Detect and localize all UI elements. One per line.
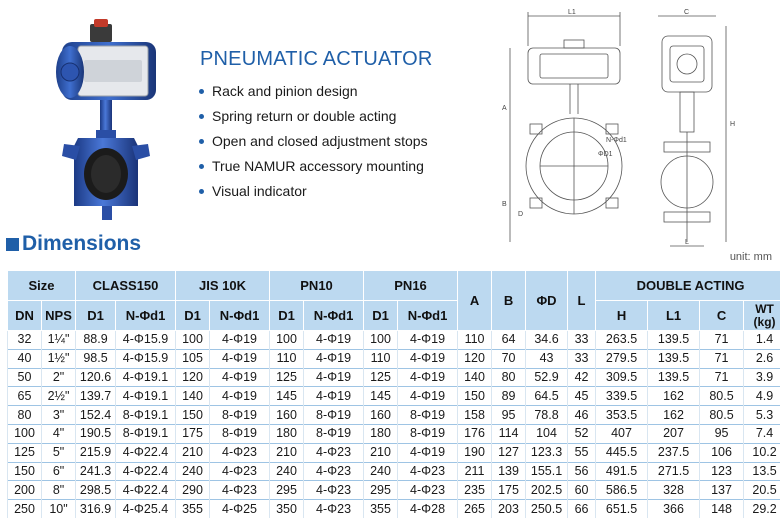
table-cell: 125	[270, 368, 304, 387]
table-cell: 3"	[42, 406, 76, 425]
table-cell: 200	[8, 481, 42, 500]
table-cell: 33	[568, 331, 596, 350]
dimensions-title: Dimensions	[22, 232, 142, 255]
table-cell: 4-Φ15.9	[116, 349, 176, 368]
table-cell: 150	[8, 462, 42, 481]
subheader-class150-nd1: N-Φd1	[116, 301, 176, 331]
subheader-pn16-d1: D1	[364, 301, 398, 331]
label-l1: L1	[568, 9, 576, 16]
header-jis10k: JIS 10K	[176, 271, 270, 301]
table-cell: 139.7	[76, 387, 116, 406]
table-cell: 203	[492, 500, 526, 518]
table-cell: 4-Φ19	[210, 331, 270, 350]
table-cell: 106	[700, 443, 744, 462]
subheader-jis-d1: D1	[176, 301, 210, 331]
table-cell: 8-Φ19	[398, 424, 458, 443]
table-cell: 1.4	[744, 331, 780, 350]
table-cell: 4-Φ19	[398, 443, 458, 462]
table-cell: 50	[8, 368, 42, 387]
label-d: D	[518, 211, 524, 218]
table-cell: 32	[8, 331, 42, 350]
table-cell: 140	[458, 368, 492, 387]
table-cell: 10.2	[744, 443, 780, 462]
table-cell: 7.4	[744, 424, 780, 443]
table-cell: 202.5	[526, 481, 568, 500]
unit-note: unit: mm	[729, 251, 772, 263]
dimensions-table-body	[8, 331, 780, 518]
table-cell: 10"	[42, 500, 76, 518]
table-cell: 80	[8, 406, 42, 425]
dimensions-heading	[6, 232, 141, 256]
table-cell: 4-Φ23	[398, 481, 458, 500]
table-cell: 80.5	[700, 406, 744, 425]
table-cell: 139.5	[648, 349, 700, 368]
table-cell: 125	[8, 443, 42, 462]
table-cell: 71	[700, 331, 744, 350]
table-cell: 4"	[42, 424, 76, 443]
table-cell: 4-Φ19	[304, 331, 364, 350]
table-cell: 8-Φ19	[398, 406, 458, 425]
subheader-dn: DN	[8, 301, 42, 331]
table-cell: 66	[568, 500, 596, 518]
table-cell: 13.5	[744, 462, 780, 481]
header-size: Size	[8, 271, 76, 301]
table-cell: 180	[270, 424, 304, 443]
table-cell: 20.5	[744, 481, 780, 500]
table-cell: 279.5	[596, 349, 648, 368]
table-cell: 34.6	[526, 331, 568, 350]
feature-list	[196, 79, 433, 204]
table-cell: 4-Φ23	[304, 443, 364, 462]
table-cell: 4-Φ19	[304, 387, 364, 406]
subheader-pn10-nd1: N-Φd1	[304, 301, 364, 331]
table-row	[8, 500, 780, 518]
table-row	[8, 387, 780, 406]
table-cell: 355	[176, 500, 210, 518]
table-cell: 298.5	[76, 481, 116, 500]
subheader-wt: WT (kg)	[744, 301, 780, 331]
feature-item: True NAMUR accessory mounting	[196, 154, 433, 179]
label-nd1: N-Φd1	[606, 137, 627, 144]
table-cell: 355	[364, 500, 398, 518]
table-cell: 4-Φ19	[210, 368, 270, 387]
table-cell: 95	[492, 406, 526, 425]
table-cell: 250	[8, 500, 42, 518]
dimensions-table	[7, 270, 780, 518]
table-cell: 2"	[42, 368, 76, 387]
subheader-h: H	[596, 301, 648, 331]
table-cell: 155.1	[526, 462, 568, 481]
heading-square-icon	[6, 238, 19, 251]
table-cell: 104	[526, 424, 568, 443]
table-cell: 5"	[42, 443, 76, 462]
table-cell: 8"	[42, 481, 76, 500]
table-cell: 4-Φ15.9	[116, 331, 176, 350]
table-row	[8, 406, 780, 425]
table-cell: 4-Φ19	[398, 368, 458, 387]
table-cell: 139.5	[648, 368, 700, 387]
table-cell: 586.5	[596, 481, 648, 500]
header-phid: ΦD	[526, 271, 568, 331]
table-cell: 4-Φ19	[304, 349, 364, 368]
table-cell: 190.5	[76, 424, 116, 443]
table-cell: 56	[568, 462, 596, 481]
table-cell: 114	[492, 424, 526, 443]
label-c: C	[684, 9, 690, 16]
table-cell: 651.5	[596, 500, 648, 518]
table-cell: 1¼"	[42, 331, 76, 350]
table-cell: 110	[458, 331, 492, 350]
table-cell: 4-Φ23	[304, 500, 364, 518]
table-cell: 175	[176, 424, 210, 443]
table-cell: 139	[492, 462, 526, 481]
header-b: B	[492, 271, 526, 331]
table-cell: 176	[458, 424, 492, 443]
table-cell: 263.5	[596, 331, 648, 350]
label-a: A	[502, 105, 507, 112]
table-cell: 123.3	[526, 443, 568, 462]
table-cell: 237.5	[648, 443, 700, 462]
table-cell: 4-Φ19	[398, 349, 458, 368]
table-cell: 339.5	[596, 387, 648, 406]
table-cell: 4-Φ23	[398, 462, 458, 481]
table-cell: 4-Φ23	[210, 443, 270, 462]
table-cell: 33	[568, 349, 596, 368]
table-cell: 60	[568, 481, 596, 500]
table-cell: 445.5	[596, 443, 648, 462]
table-cell: 235	[458, 481, 492, 500]
table-cell: 100	[364, 331, 398, 350]
table-cell: 55	[568, 443, 596, 462]
table-row	[8, 349, 780, 368]
table-cell: 2.6	[744, 349, 780, 368]
table-cell: 95	[700, 424, 744, 443]
table-cell: 120.6	[76, 368, 116, 387]
subheader-c: C	[700, 301, 744, 331]
table-cell: 6"	[42, 462, 76, 481]
table-cell: 139.5	[648, 331, 700, 350]
header-double-acting: DOUBLE ACTING	[596, 271, 780, 301]
feature-item: Open and closed adjustment stops	[196, 129, 433, 154]
subheader-class150-d1: D1	[76, 301, 116, 331]
table-cell: 4-Φ23	[210, 481, 270, 500]
table-cell: 162	[648, 406, 700, 425]
table-row	[8, 481, 780, 500]
subheader-nps: NPS	[42, 301, 76, 331]
table-cell: 4-Φ22.4	[116, 443, 176, 462]
label-d1: ΦD1	[598, 151, 613, 158]
table-cell: 4-Φ25.4	[116, 500, 176, 518]
table-cell: 407	[596, 424, 648, 443]
table-cell: 4-Φ25	[210, 500, 270, 518]
table-cell: 328	[648, 481, 700, 500]
table-cell: 8-Φ19.1	[116, 406, 176, 425]
table-cell: 123	[700, 462, 744, 481]
table-cell: 64	[492, 331, 526, 350]
table-cell: 309.5	[596, 368, 648, 387]
table-cell: 4-Φ22.4	[116, 481, 176, 500]
table-cell: 4-Φ19	[210, 349, 270, 368]
table-cell: 4-Φ23	[304, 481, 364, 500]
subheader-pn10-d1: D1	[270, 301, 304, 331]
table-cell: 80.5	[700, 387, 744, 406]
table-row	[8, 443, 780, 462]
table-cell: 162	[648, 387, 700, 406]
table-cell: 3.9	[744, 368, 780, 387]
table-cell: 8-Φ19	[210, 406, 270, 425]
table-cell: 4-Φ19	[210, 387, 270, 406]
table-cell: 290	[176, 481, 210, 500]
label-h: H	[730, 121, 736, 128]
table-cell: 64.5	[526, 387, 568, 406]
table-cell: 316.9	[76, 500, 116, 518]
table-cell: 71	[700, 368, 744, 387]
table-cell: 150	[458, 387, 492, 406]
table-cell: 366	[648, 500, 700, 518]
table-cell: 65	[8, 387, 42, 406]
table-cell: 207	[648, 424, 700, 443]
table-cell: 120	[176, 368, 210, 387]
table-cell: 241.3	[76, 462, 116, 481]
header-l: L	[568, 271, 596, 331]
table-cell: 78.8	[526, 406, 568, 425]
table-cell: 210	[270, 443, 304, 462]
table-cell: 4-Φ19.1	[116, 368, 176, 387]
table-cell: 1½"	[42, 349, 76, 368]
table-cell: 46	[568, 406, 596, 425]
table-cell: 190	[458, 443, 492, 462]
table-cell: 40	[8, 349, 42, 368]
table-cell: 2½"	[42, 387, 76, 406]
header-class150: CLASS150	[76, 271, 176, 301]
table-cell: 8-Φ19	[210, 424, 270, 443]
table-cell: 295	[364, 481, 398, 500]
table-cell: 160	[270, 406, 304, 425]
table-cell: 175	[492, 481, 526, 500]
table-cell: 145	[270, 387, 304, 406]
table-cell: 353.5	[596, 406, 648, 425]
table-cell: 4-Φ22.4	[116, 462, 176, 481]
table-cell: 4-Φ23	[304, 462, 364, 481]
table-cell: 89	[492, 387, 526, 406]
table-cell: 52	[568, 424, 596, 443]
table-cell: 5.3	[744, 406, 780, 425]
table-cell: 295	[270, 481, 304, 500]
table-cell: 210	[176, 443, 210, 462]
table-cell: 29.2	[744, 500, 780, 518]
table-cell: 180	[364, 424, 398, 443]
table-cell: 350	[270, 500, 304, 518]
valve-photo	[40, 18, 190, 223]
table-cell: 240	[364, 462, 398, 481]
table-cell: 100	[8, 424, 42, 443]
table-cell: 8-Φ19.1	[116, 424, 176, 443]
table-cell: 240	[270, 462, 304, 481]
table-row	[8, 368, 780, 387]
table-cell: 137	[700, 481, 744, 500]
feature-panel	[196, 48, 433, 204]
subheader-jis-nd1: N-Φd1	[210, 301, 270, 331]
table-cell: 140	[176, 387, 210, 406]
table-cell: 8-Φ19	[304, 424, 364, 443]
table-cell: 152.4	[76, 406, 116, 425]
table-cell: 160	[364, 406, 398, 425]
table-cell: 150	[176, 406, 210, 425]
table-row	[8, 424, 780, 443]
table-cell: 120	[458, 349, 492, 368]
feature-title: PNEUMATIC ACTUATOR	[200, 48, 433, 70]
table-cell: 211	[458, 462, 492, 481]
table-cell: 4-Φ19	[398, 387, 458, 406]
table-cell: 145	[364, 387, 398, 406]
table-cell: 100	[270, 331, 304, 350]
table-cell: 42	[568, 368, 596, 387]
table-cell: 240	[176, 462, 210, 481]
table-cell: 250.5	[526, 500, 568, 518]
table-cell: 80	[492, 368, 526, 387]
table-cell: 4.9	[744, 387, 780, 406]
table-cell: 4-Φ19	[304, 368, 364, 387]
table-cell: 110	[270, 349, 304, 368]
table-cell: 4-Φ19.1	[116, 387, 176, 406]
table-cell: 43	[526, 349, 568, 368]
subheader-l1: L1	[648, 301, 700, 331]
table-row	[8, 462, 780, 481]
technical-drawing	[494, 6, 774, 250]
table-cell: 158	[458, 406, 492, 425]
table-cell: 125	[364, 368, 398, 387]
table-cell: 4-Φ28	[398, 500, 458, 518]
table-cell: 98.5	[76, 349, 116, 368]
header-pn16: PN16	[364, 271, 458, 301]
label-l: L	[685, 239, 689, 246]
table-cell: 271.5	[648, 462, 700, 481]
feature-item: Visual indicator	[196, 179, 433, 204]
label-b: B	[502, 201, 507, 208]
table-cell: 88.9	[76, 331, 116, 350]
table-row	[8, 331, 780, 350]
table-cell: 70	[492, 349, 526, 368]
table-cell: 110	[364, 349, 398, 368]
feature-item: Rack and pinion design	[196, 79, 433, 104]
table-cell: 215.9	[76, 443, 116, 462]
table-cell: 45	[568, 387, 596, 406]
table-cell: 491.5	[596, 462, 648, 481]
header-a: A	[458, 271, 492, 331]
feature-item: Spring return or double acting	[196, 104, 433, 129]
table-cell: 71	[700, 349, 744, 368]
table-cell: 105	[176, 349, 210, 368]
table-cell: 4-Φ23	[210, 462, 270, 481]
table-cell: 148	[700, 500, 744, 518]
table-cell: 4-Φ19	[398, 331, 458, 350]
table-cell: 127	[492, 443, 526, 462]
table-cell: 100	[176, 331, 210, 350]
table-cell: 210	[364, 443, 398, 462]
table-cell: 265	[458, 500, 492, 518]
table-cell: 52.9	[526, 368, 568, 387]
subheader-pn16-nd1: N-Φd1	[398, 301, 458, 331]
table-cell: 8-Φ19	[304, 406, 364, 425]
header-pn10: PN10	[270, 271, 364, 301]
